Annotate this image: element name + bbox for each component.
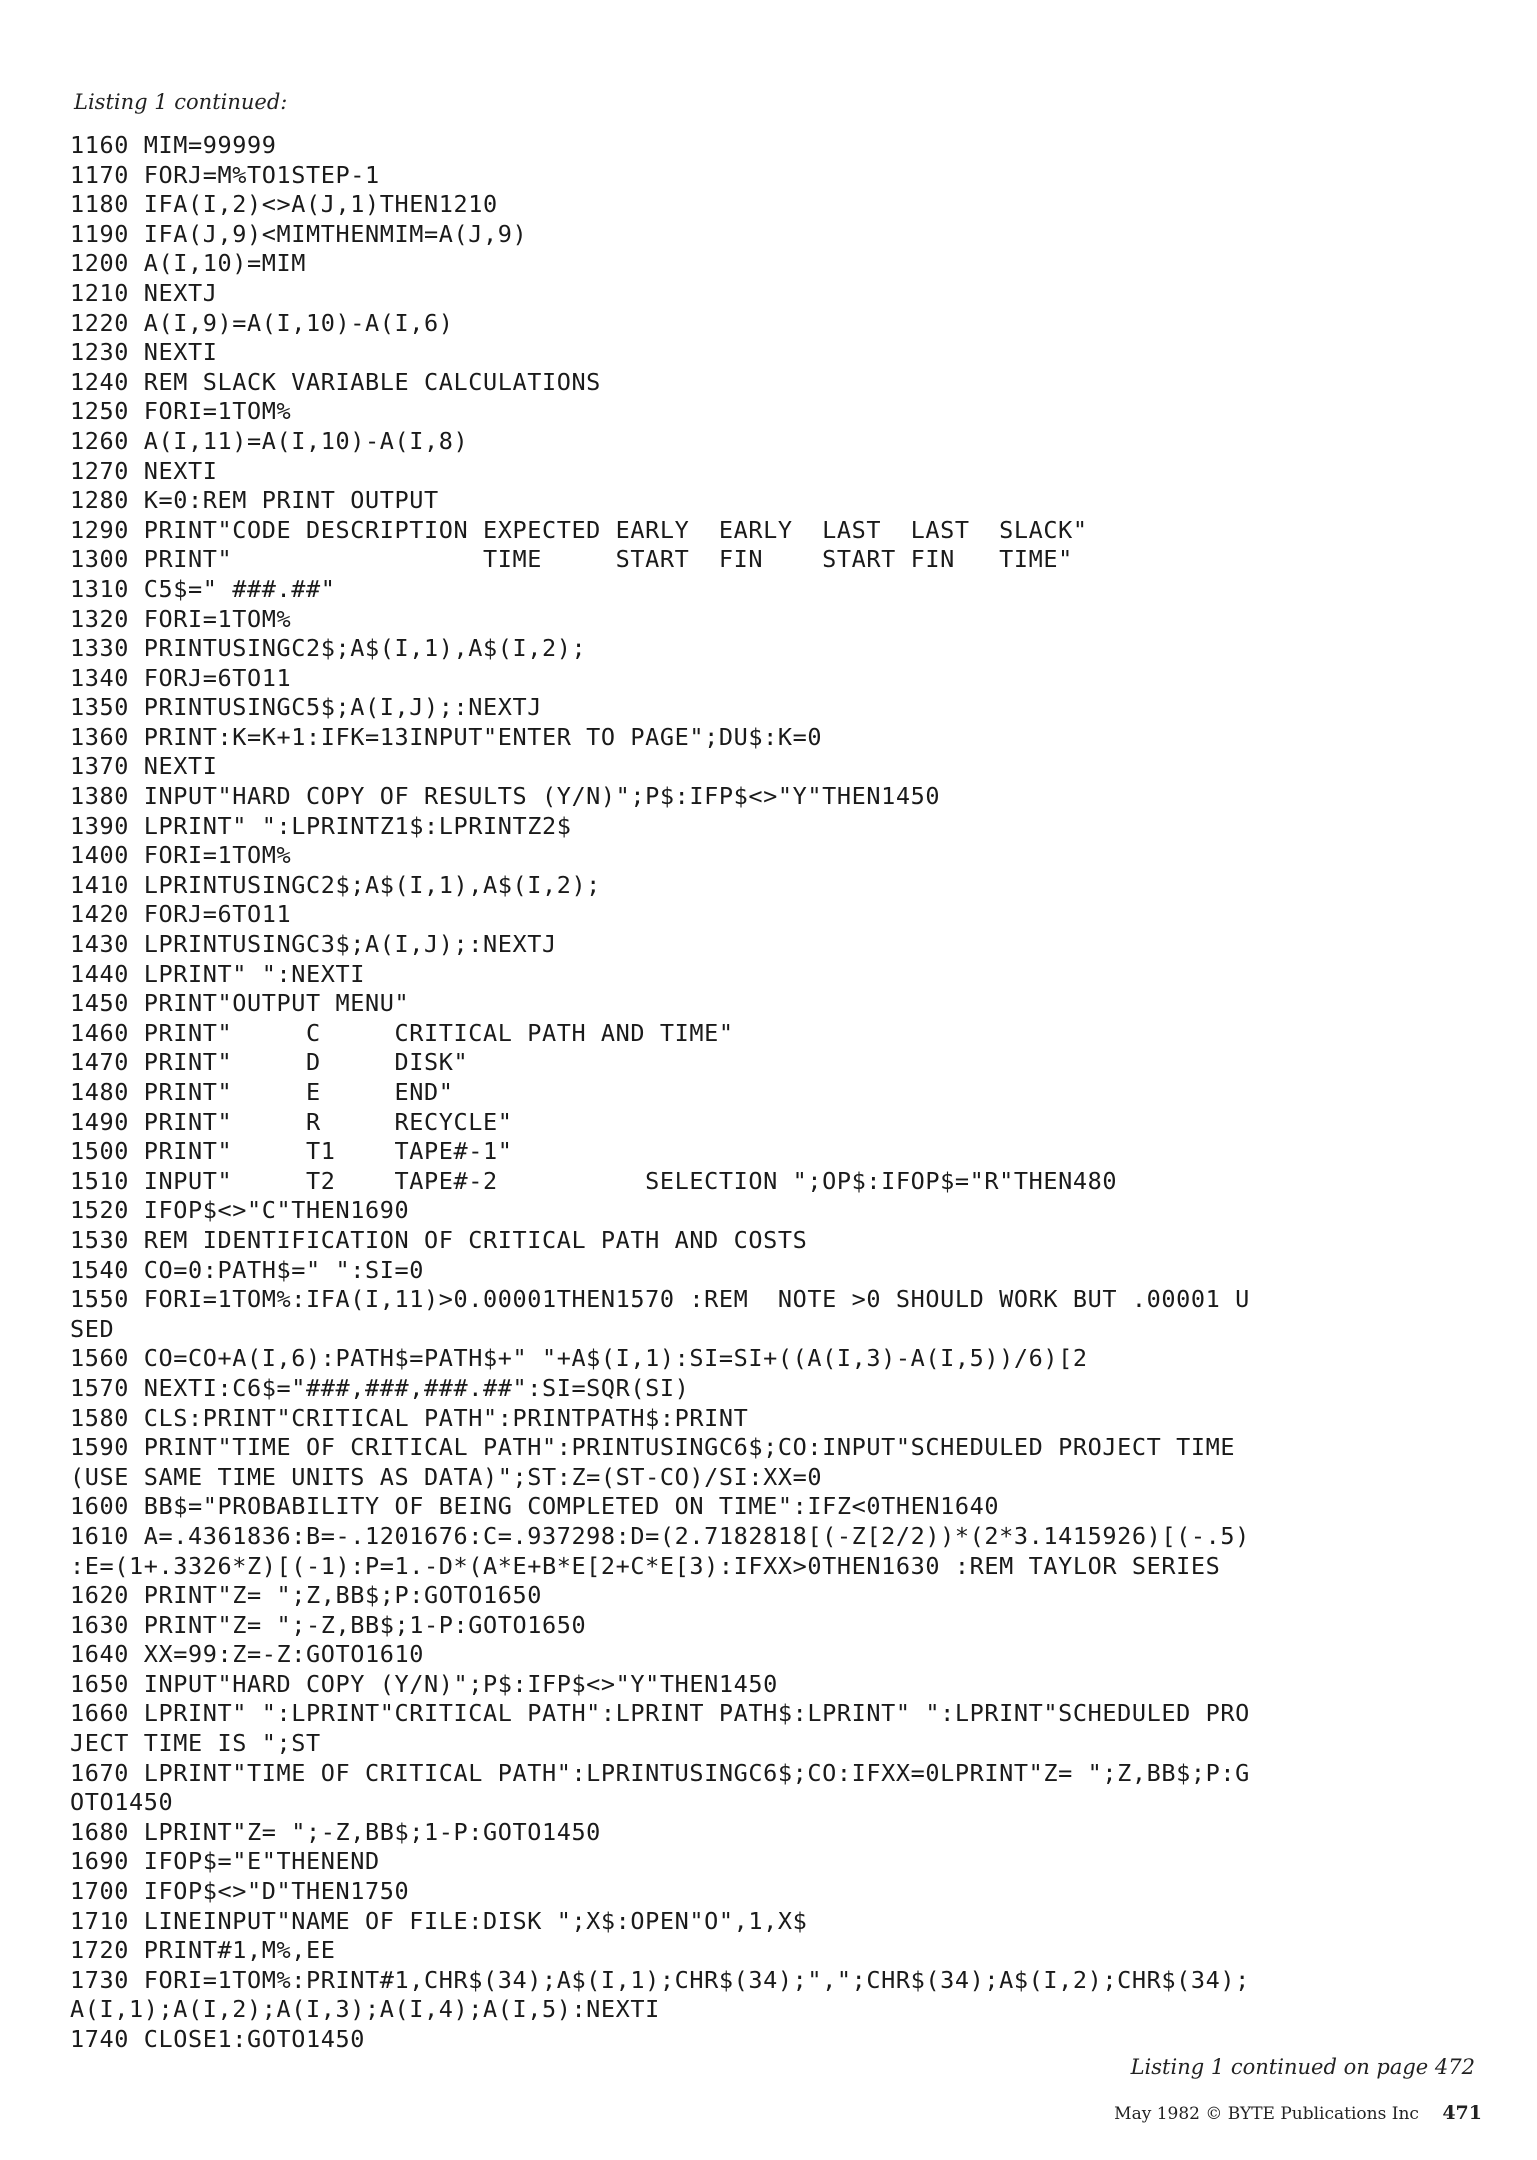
code-line: 1480 PRINT" E END" (70, 1078, 454, 1106)
code-line: 1720 PRINT#1,M%,EE (70, 1936, 336, 1965)
code-line: 1580 CLS:PRINT"CRITICAL PATH":PRINTPATH$:PRINT (70, 1403, 749, 1432)
code-line: :E=(1+.3326*Z)[(-1):P=1.-D*(A*E+B*E[2+C*E[3):IFXX>0THEN1630 :REM TAYLOR SERIES (70, 1551, 1221, 1580)
code-line: 1400 FORI=1TOM% (70, 841, 292, 870)
code-line: 1740 CLOSE1:GOTO1450 (70, 2025, 365, 2053)
code-line: 1380 INPUT"HARD COPY OF RESULTS (Y/N)";P$:IFP$<>"Y"THEN1450 (70, 782, 941, 811)
code-line: 1630 PRINT"Z= ";-Z,BB$;1-P:GOTO1650 (70, 1610, 587, 1639)
code-line: 1310 C5$=" ###.##" (70, 574, 336, 603)
code-line: OTO1450 (70, 1788, 174, 1817)
code-line: 1610 A=.4361836:B=-.1201676:C=.937298:D=(2.7182818[(-Z[2/2))*(2*3.1415926)[(-.5) (70, 1521, 1250, 1550)
code-line: 1190 IFA(J,9)<MIMTHENMIM=A(J,9) (70, 219, 528, 248)
code-line: 1170 FORJ=M%TO1STEP-1 (70, 160, 380, 189)
code-line: 1420 FORJ=6TO11 (70, 900, 292, 929)
code-line: 1260 A(I,11)=A(I,10)-A(I,8) (70, 426, 469, 455)
code-line: 1620 PRINT"Z= ";Z,BB$;P:GOTO1650 (70, 1581, 542, 1610)
publication-credit: May 1982 © BYTE Publications Inc (1114, 2104, 1419, 2124)
code-line: 1510 INPUT" T2 TAPE#-2 SELECTION ";OP$:IFOP$="R"THEN480 (70, 1166, 1118, 1195)
code-line: 1230 NEXTI (70, 338, 218, 367)
code-line: 1500 PRINT" T1 TAPE#-1" (70, 1137, 513, 1166)
code-line: 1660 LPRINT" ":LPRINT"CRITICAL PATH":LPRINT PATH$:LPRINT" ":LPRINT"SCHEDULED PRO (70, 1699, 1250, 1728)
code-line: 1640 XX=99:Z=-Z:GOTO1610 (70, 1640, 424, 1669)
code-line: 1320 FORI=1TOM% (70, 604, 292, 633)
code-line: 1670 LPRINT"TIME OF CRITICAL PATH":LPRINTUSINGC6$;CO:IFXX=0LPRINT"Z= ";Z,BB$;P:G (70, 1758, 1250, 1787)
continued-note: Listing 1 continued on page 472 (1130, 2055, 1475, 2079)
code-line: SED (70, 1314, 115, 1343)
code-line: 1680 LPRINT"Z= ";-Z,BB$;1-P:GOTO1450 (70, 1817, 601, 1846)
code-line: 1220 A(I,9)=A(I,10)-A(I,6) (70, 308, 454, 337)
code-line: 1200 A(I,10)=MIM (70, 249, 306, 278)
code-line: A(I,1);A(I,2);A(I,3);A(I,4);A(I,5):NEXTI (70, 1995, 660, 2024)
code-line: (USE SAME TIME UNITS AS DATA)";ST:Z=(ST-CO)/SI:XX=0 (70, 1462, 823, 1491)
page-footer (1114, 2102, 1482, 2124)
code-line: 1650 INPUT"HARD COPY (Y/N)";P$:IFP$<>"Y"THEN1450 (70, 1669, 778, 1698)
code-line: 1180 IFA(I,2)<>A(J,1)THEN1210 (70, 190, 498, 219)
code-line: 1530 REM IDENTIFICATION OF CRITICAL PATH AND COSTS (70, 1225, 808, 1254)
code-line: 1710 LINEINPUT"NAME OF FILE:DISK ";X$:OPEN"O",1,X$ (70, 1906, 808, 1935)
code-line: 1360 PRINT:K=K+1:IFK=13INPUT"ENTER TO PAGE";DU$:K=0 (70, 722, 823, 751)
code-listing (70, 131, 1490, 2055)
code-line: 1460 PRINT" C CRITICAL PATH AND TIME" (70, 1018, 734, 1047)
code-line: 1540 CO=0:PATH$=" ":SI=0 (70, 1255, 424, 1284)
code-line: 1210 NEXTJ (70, 278, 218, 307)
code-line: 1300 PRINT" TIME START FIN START FIN TIME" (70, 545, 1073, 574)
code-line: 1390 LPRINT" ":LPRINTZ1$:LPRINTZ2$ (70, 811, 572, 840)
code-line: 1250 FORI=1TOM% (70, 397, 292, 426)
code-line: 1700 IFOP$<>"D"THEN1750 (70, 1877, 410, 1906)
code-line: 1240 REM SLACK VARIABLE CALCULATIONS (70, 367, 601, 396)
code-line: 1560 CO=CO+A(I,6):PATH$=PATH$+" "+A$(I,1):SI=SI+((A(I,3)-A(I,5))/6)[2 (70, 1344, 1088, 1373)
code-line: 1690 IFOP$="E"THENEND (70, 1847, 380, 1876)
code-line: 1490 PRINT" R RECYCLE" (70, 1107, 513, 1136)
code-line: 1330 PRINTUSINGC2$;A$(I,1),A$(I,2); (70, 634, 587, 663)
code-line: 1350 PRINTUSINGC5$;A(I,J);:NEXTJ (70, 693, 542, 722)
code-line: 1600 BB$="PROBABILITY OF BEING COMPLETED ON TIME":IFZ<0THEN1640 (70, 1492, 1000, 1521)
code-line: 1430 LPRINTUSINGC3$;A(I,J);:NEXTJ (70, 930, 557, 959)
code-line: 1410 LPRINTUSINGC2$;A$(I,1),A$(I,2); (70, 870, 601, 899)
code-line: 1550 FORI=1TOM%:IFA(I,11)>0.00001THEN1570 :REM NOTE >0 SHOULD WORK BUT .00001 U (70, 1285, 1250, 1314)
code-line: 1440 LPRINT" ":NEXTI (70, 959, 365, 988)
code-line: 1340 FORJ=6TO11 (70, 663, 292, 692)
code-line: 1590 PRINT"TIME OF CRITICAL PATH":PRINTUSINGC6$;CO:INPUT"SCHEDULED PROJECT TIME (70, 1433, 1236, 1462)
code-line: 1520 IFOP$<>"C"THEN1690 (70, 1196, 410, 1225)
page-number: 471 (1442, 2102, 1482, 2124)
code-line: 1450 PRINT"OUTPUT MENU" (70, 989, 410, 1018)
listing-header: Listing 1 continued: (74, 90, 288, 114)
code-line: JECT TIME IS ";ST (70, 1729, 321, 1758)
code-line: 1730 FORI=1TOM%:PRINT#1,CHR$(34);A$(I,1);CHR$(34);",";CHR$(34);A$(I,2);CHR$(34); (70, 1965, 1250, 1994)
code-line: 1290 PRINT"CODE DESCRIPTION EXPECTED EARLY EARLY LAST LAST SLACK" (70, 515, 1088, 544)
code-line: 1270 NEXTI (70, 456, 218, 485)
code-line: 1370 NEXTI (70, 752, 218, 781)
code-line: 1160 MIM=99999 (70, 131, 277, 159)
code-line: 1280 K=0:REM PRINT OUTPUT (70, 486, 439, 515)
code-line: 1570 NEXTI:C6$="###,###,###.##":SI=SQR(SI) (70, 1373, 690, 1402)
code-line: 1470 PRINT" D DISK" (70, 1048, 469, 1077)
